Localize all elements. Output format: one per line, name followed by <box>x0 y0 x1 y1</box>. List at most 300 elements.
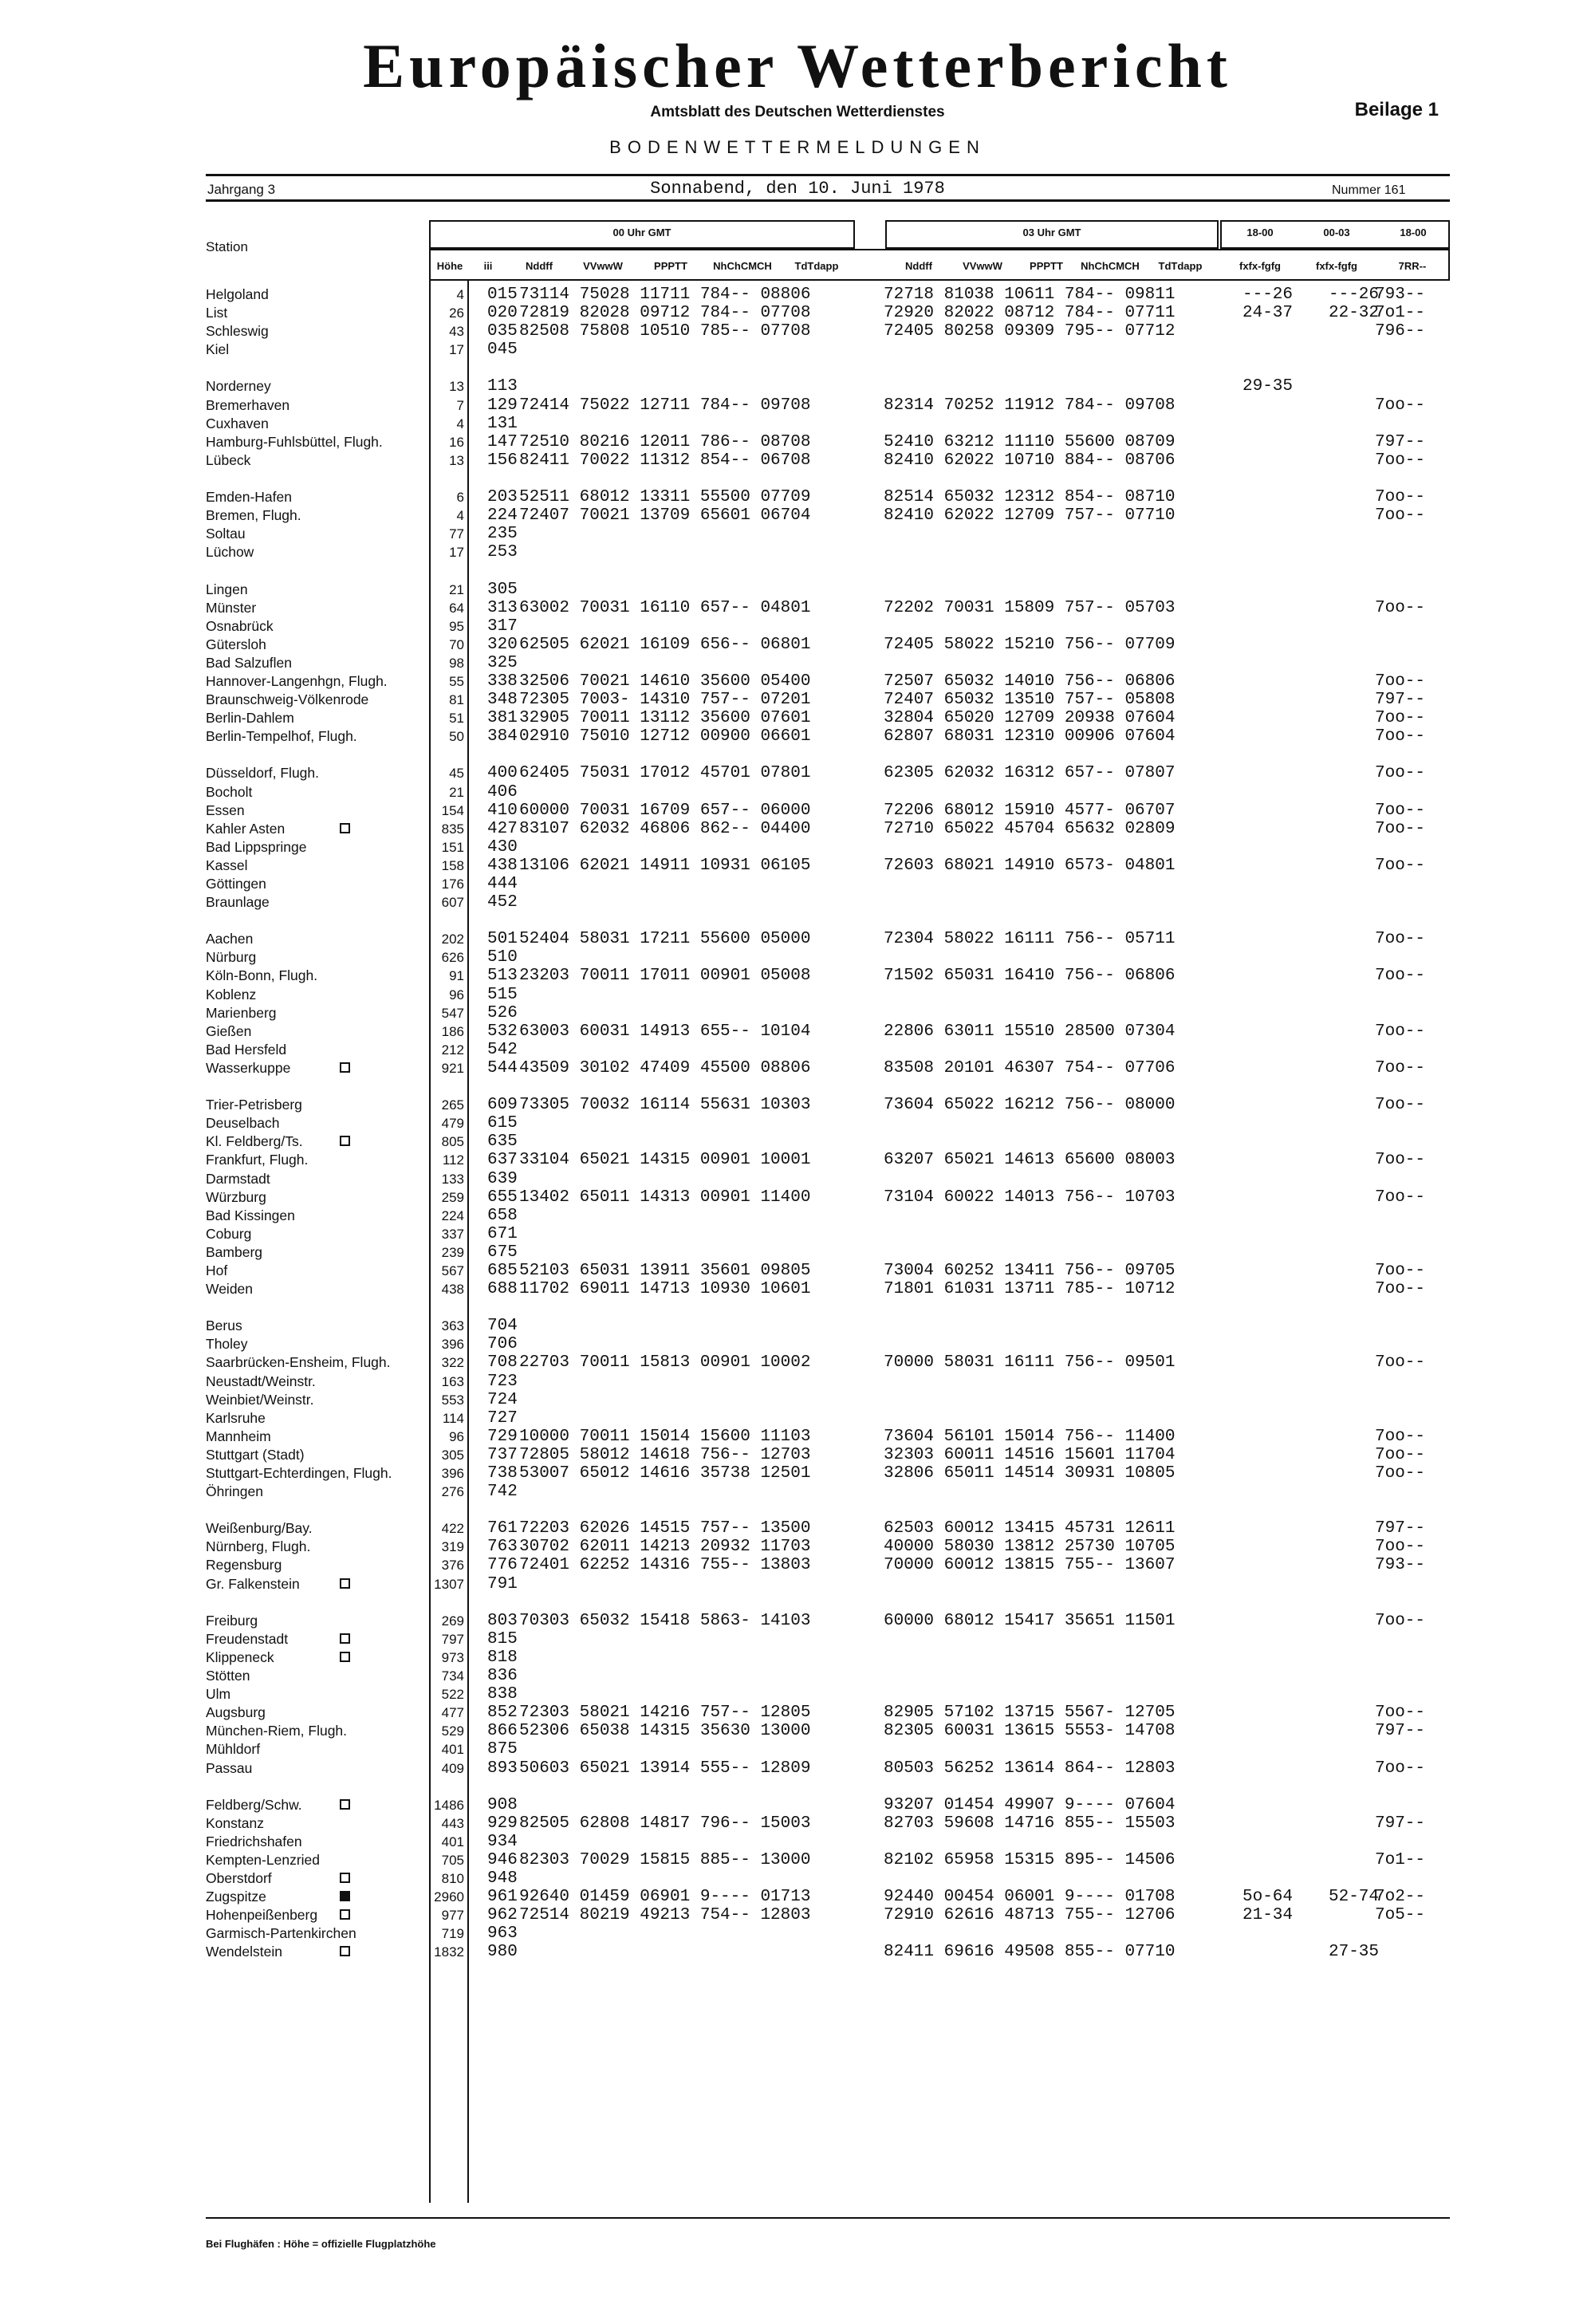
station-name: Soltau <box>206 526 246 542</box>
table-row <box>206 1648 1450 1667</box>
obs-00-utc: 63003 60031 14913 655-- 10104 <box>519 1022 811 1041</box>
station-id: 639 <box>487 1169 518 1188</box>
station-name: Garmisch-Partenkirchen <box>206 1925 356 1942</box>
station-height: 176 <box>441 876 464 892</box>
station-height: 13 <box>449 452 464 468</box>
station-id: 510 <box>487 948 518 967</box>
col-00-pppt: PPPTT <box>654 260 687 272</box>
precip-group: 7oo-- <box>1375 396 1426 415</box>
station-name: Kiel <box>206 341 230 358</box>
precip-group: 7oo-- <box>1375 1151 1426 1170</box>
station-name: Schleswig <box>206 323 269 340</box>
station-id: 410 <box>487 801 518 820</box>
station-height: 276 <box>441 1484 464 1500</box>
gust-00-03: 27-35 <box>1329 1943 1380 1962</box>
station-id: 671 <box>487 1224 518 1243</box>
gust-18-00: 5o-64 <box>1243 1888 1294 1907</box>
obs-03-utc: 82411 69616 49508 855-- 07710 <box>884 1943 1176 1962</box>
station-height: 13 <box>449 379 464 395</box>
station-height: 305 <box>441 1447 464 1463</box>
station-id: 313 <box>487 598 518 617</box>
station-id: 501 <box>487 930 518 949</box>
precip-group: 7oo-- <box>1375 856 1426 875</box>
table-row <box>206 986 1450 1004</box>
precip-group: 797-- <box>1375 1722 1426 1741</box>
open-square-icon <box>340 1909 350 1920</box>
table-row <box>206 1869 1450 1888</box>
precip-group: 7oo-- <box>1375 801 1426 820</box>
open-square-icon <box>340 823 350 833</box>
station-name: Öhringen <box>206 1483 263 1500</box>
station-height: 259 <box>441 1189 464 1205</box>
table-row <box>206 322 1450 341</box>
col-hoehe-header: Höhe <box>436 260 463 272</box>
table-row <box>206 875 1450 893</box>
footer-rule <box>206 2217 1450 2219</box>
station-id: 325 <box>487 653 518 672</box>
station-height: 114 <box>442 1410 464 1426</box>
gust-18-00: ---26 <box>1243 286 1294 304</box>
table-row <box>206 1353 1450 1372</box>
station-height: 734 <box>441 1668 464 1684</box>
table-row <box>206 1280 1450 1298</box>
precip-group: 7oo-- <box>1375 930 1426 949</box>
station-id: 929 <box>487 1814 518 1833</box>
station-id: 381 <box>487 709 518 728</box>
table-row <box>206 764 1450 782</box>
station-name: Cuxhaven <box>206 415 269 431</box>
station-name: Lingen <box>206 581 248 597</box>
table-row <box>206 930 1450 948</box>
station-id: 963 <box>487 1924 518 1944</box>
row-spacer <box>206 1298 1450 1317</box>
table-row <box>206 802 1450 820</box>
open-square-icon <box>340 1062 350 1073</box>
obs-00-utc: 72401 62252 14316 755-- 13803 <box>519 1556 811 1575</box>
station-name: Berlin-Dahlem <box>206 710 294 727</box>
station-id: 203 <box>487 488 518 507</box>
obs-00-utc: 72407 70021 13709 65601 06704 <box>519 506 811 526</box>
station-height: 1307 <box>434 1576 464 1592</box>
table-row <box>206 948 1450 967</box>
station-height: 4 <box>456 287 464 302</box>
table-row <box>206 396 1450 415</box>
station-height: 438 <box>441 1282 464 1298</box>
table-row <box>206 1796 1450 1814</box>
obs-03-utc: 82314 70252 11912 784-- 09708 <box>884 396 1176 415</box>
station-height: 1486 <box>434 1797 464 1813</box>
precip-group: 7oo-- <box>1375 764 1426 783</box>
table-row <box>206 433 1450 451</box>
station-height: 77 <box>449 526 464 542</box>
station-name: Koblenz <box>206 986 257 1002</box>
obs-00-utc: 72510 80216 12011 786-- 08708 <box>519 432 811 451</box>
station-id: 400 <box>487 764 518 783</box>
station-height: 422 <box>441 1521 464 1537</box>
station-height: 17 <box>449 545 464 561</box>
station-height: 921 <box>441 1060 464 1076</box>
precip-group: 7o1-- <box>1375 1850 1426 1869</box>
obs-03-utc: 83508 20101 46307 754-- 07706 <box>884 1058 1176 1077</box>
station-id: 317 <box>487 616 518 636</box>
table-row <box>206 709 1450 727</box>
station-id: 235 <box>487 525 518 544</box>
precip-group: 793-- <box>1375 1556 1426 1575</box>
precip-group: 7oo-- <box>1375 1445 1426 1464</box>
station-height: 133 <box>441 1171 464 1187</box>
station-id: 776 <box>487 1556 518 1575</box>
station-id: 838 <box>487 1685 518 1704</box>
station-id: 113 <box>487 377 518 396</box>
station-name: Frankfurt, Flugh. <box>206 1152 309 1168</box>
table-row <box>206 838 1450 857</box>
station-height: 163 <box>441 1373 464 1389</box>
precip-group: 7oo-- <box>1375 672 1426 691</box>
obs-00-utc: 32905 70011 13112 35600 07601 <box>519 709 811 728</box>
page-title: Europäischer Wetterbericht <box>363 31 1232 100</box>
station-height: 55 <box>449 673 464 689</box>
station-height: 17 <box>449 342 464 358</box>
obs-03-utc: 72507 65032 14010 756-- 06806 <box>884 672 1176 691</box>
station-id: 688 <box>487 1280 518 1299</box>
station-name: Passau <box>206 1759 253 1776</box>
precip-group: 7oo-- <box>1375 709 1426 728</box>
table-row <box>206 1446 1450 1464</box>
obs-00-utc: 32506 70021 14610 35600 05400 <box>519 672 811 691</box>
gust-18-00: 29-35 <box>1243 377 1294 396</box>
table-row <box>206 341 1450 359</box>
obs-00-utc: 23203 70011 17011 00901 05008 <box>519 967 811 986</box>
table-row <box>206 1243 1450 1262</box>
station-name: Bremen, Flugh. <box>206 507 301 524</box>
station-height: 376 <box>441 1558 464 1574</box>
station-height: 401 <box>441 1834 464 1849</box>
table-row <box>206 1317 1450 1335</box>
station-id: 948 <box>487 1869 518 1889</box>
obs-03-utc: 72405 58022 15210 756-- 07709 <box>884 635 1176 654</box>
station-height: 567 <box>441 1262 464 1278</box>
table-row <box>206 1170 1450 1188</box>
station-id: 305 <box>487 580 518 599</box>
col-03-pppt: PPPTT <box>1030 260 1063 272</box>
obs-00-utc: 60000 70031 16709 657-- 06000 <box>519 801 811 820</box>
station-height: 479 <box>441 1116 464 1132</box>
obs-00-utc: 52404 58031 17211 55600 05000 <box>519 930 811 949</box>
obs-03-utc: 32804 65020 12709 20938 07604 <box>884 709 1176 728</box>
obs-03-utc: 82102 65958 15315 895-- 14506 <box>884 1850 1176 1869</box>
table-row <box>206 617 1450 636</box>
station-id: 908 <box>487 1795 518 1814</box>
station-height: 21 <box>449 784 464 800</box>
col-00-clouds: NhChCMCH <box>713 260 772 272</box>
station-name: Ulm <box>206 1686 231 1703</box>
obs-03-utc: 70000 58031 16111 756-- 09501 <box>884 1353 1176 1373</box>
table-row <box>206 599 1450 617</box>
open-square-icon <box>340 1873 350 1883</box>
station-height: 26 <box>449 305 464 321</box>
station-id: 729 <box>487 1427 518 1446</box>
col-extra-1: fxfx-fgfg <box>1239 260 1281 272</box>
station-height: 224 <box>441 1207 464 1223</box>
obs-00-utc: 82411 70022 11312 854-- 06708 <box>519 451 811 470</box>
station-height: 212 <box>441 1042 464 1058</box>
table-row <box>206 1207 1450 1225</box>
obs-03-utc: 82305 60031 13615 5553- 14708 <box>884 1722 1176 1741</box>
table-row <box>206 636 1450 654</box>
station-name: Karlsruhe <box>206 1409 266 1426</box>
extra-top-2: 00-03 <box>1323 226 1350 238</box>
col-extra-2: fxfx-fgfg <box>1316 260 1357 272</box>
station-name: Hamburg-Fuhlsbüttel, Flugh. <box>206 433 383 450</box>
station-id: 444 <box>487 875 518 893</box>
table-row <box>206 1335 1450 1353</box>
obs-03-utc: 70000 60012 13815 755-- 13607 <box>884 1556 1176 1575</box>
station-name: Bamberg <box>206 1243 263 1260</box>
gust-18-00: 21-34 <box>1243 1906 1294 1925</box>
station-name: Bad Salzuflen <box>206 654 292 671</box>
station-id: 131 <box>487 414 518 433</box>
station-id: 035 <box>487 322 518 341</box>
station-height: 322 <box>441 1355 464 1371</box>
obs-03-utc: 93207 01454 49907 9---- 07604 <box>884 1795 1176 1814</box>
station-id: 803 <box>487 1611 518 1630</box>
station-id: 791 <box>487 1574 518 1593</box>
obs-00-utc: 50603 65021 13914 555-- 12809 <box>519 1759 811 1778</box>
station-id: 723 <box>487 1372 518 1391</box>
obs-03-utc: 72718 81038 10611 784-- 09811 <box>884 286 1176 304</box>
table-row <box>206 1851 1450 1869</box>
station-height: 154 <box>441 802 464 818</box>
obs-03-utc: 72603 68021 14910 6573- 04801 <box>884 856 1176 875</box>
obs-00-utc: 30702 62011 14213 20932 11703 <box>519 1538 811 1557</box>
precip-group: 7oo-- <box>1375 1261 1426 1280</box>
obs-00-utc: 62505 62021 16109 656-- 06801 <box>519 635 811 654</box>
col-03-dew: TdTdapp <box>1158 260 1203 272</box>
station-name: Münster <box>206 599 257 616</box>
table-row <box>206 1704 1450 1722</box>
table-row <box>206 893 1450 912</box>
table-row <box>206 543 1450 561</box>
station-name: Bad Kissingen <box>206 1207 295 1223</box>
station-id: 513 <box>487 967 518 986</box>
precip-group: 7oo-- <box>1375 451 1426 470</box>
obs-03-utc: 62503 60012 13415 45731 12611 <box>884 1519 1176 1538</box>
station-id: 866 <box>487 1722 518 1741</box>
table-row <box>206 1464 1450 1483</box>
station-name: Konstanz <box>206 1814 264 1831</box>
station-name: Aachen <box>206 931 254 947</box>
group-00-label: 00 Uhr GMT <box>612 226 671 238</box>
extra-top-3: 18-00 <box>1400 226 1427 238</box>
station-id: 724 <box>487 1390 518 1409</box>
station-id: 045 <box>487 341 518 360</box>
station-name: Kahler Asten <box>206 820 286 837</box>
table-row <box>206 727 1450 746</box>
table-row <box>206 1685 1450 1704</box>
obs-03-utc: 72405 80258 09309 795-- 07712 <box>884 322 1176 341</box>
col-iii-header: iii <box>483 260 493 272</box>
table-row <box>206 1759 1450 1778</box>
table-row <box>206 1575 1450 1593</box>
station-name: Freiburg <box>206 1612 258 1629</box>
table-row <box>206 1519 1450 1538</box>
precip-group: 7oo-- <box>1375 727 1426 746</box>
station-id: 532 <box>487 1022 518 1041</box>
table-row <box>206 1004 1450 1022</box>
station-name: Helgoland <box>206 286 269 302</box>
table-row <box>206 1888 1450 1906</box>
station-id: 962 <box>487 1906 518 1925</box>
row-spacer <box>206 1593 1450 1612</box>
station-height: 973 <box>441 1649 464 1665</box>
precip-group: 7o2-- <box>1375 1888 1426 1907</box>
station-name: Kempten-Lenzried <box>206 1851 320 1868</box>
station-height: 21 <box>449 581 464 597</box>
station-id: 893 <box>487 1759 518 1778</box>
obs-03-utc: 73104 60022 14013 756-- 10703 <box>884 1188 1176 1207</box>
station-id: 015 <box>487 286 518 304</box>
table-row <box>206 1556 1450 1574</box>
precip-group: 7oo-- <box>1375 1096 1426 1115</box>
table-row <box>206 1814 1450 1833</box>
station-height: 522 <box>441 1687 464 1703</box>
col-03-nddff: Nddff <box>905 260 932 272</box>
station-height: 409 <box>441 1760 464 1776</box>
table-row <box>206 967 1450 985</box>
station-name: Mühldorf <box>206 1741 261 1758</box>
station-id: 635 <box>487 1132 518 1152</box>
precip-group: 7oo-- <box>1375 1022 1426 1041</box>
footer-note: Bei Flughäfen : Höhe = offizielle Flugplatzhöhe <box>206 2238 436 2250</box>
station-height: 443 <box>441 1815 464 1831</box>
station-id: 875 <box>487 1740 518 1759</box>
obs-03-utc: 72910 62616 48713 755-- 12706 <box>884 1906 1176 1925</box>
obs-03-utc: 72206 68012 15910 4577- 06707 <box>884 801 1176 820</box>
group-00-header <box>429 220 855 249</box>
precip-group: 7oo-- <box>1375 1464 1426 1483</box>
obs-00-utc: 11702 69011 14713 10930 10601 <box>519 1280 811 1299</box>
station-height: 96 <box>449 987 464 1002</box>
gust-00-03: 22-32 <box>1329 304 1380 323</box>
station-height: 805 <box>441 1134 464 1150</box>
obs-03-utc: 72710 65022 45704 65632 02809 <box>884 819 1176 838</box>
obs-03-utc: 73604 65022 16212 756-- 08000 <box>884 1096 1176 1115</box>
station-name: Hohenpeißenberg <box>206 1907 318 1924</box>
station-height: 319 <box>441 1539 464 1555</box>
station-height: 95 <box>449 618 464 634</box>
station-height: 797 <box>441 1631 464 1647</box>
station-id: 658 <box>487 1206 518 1225</box>
precip-group: 797-- <box>1375 691 1426 710</box>
row-spacer <box>206 1077 1450 1096</box>
station-name: Braunlage <box>206 894 270 911</box>
table-row <box>206 783 1450 802</box>
station-id: 836 <box>487 1667 518 1686</box>
station-height: 7 <box>456 397 464 413</box>
page-subtitle: Amtsblatt des Deutschen Wetterdienstes <box>650 104 945 120</box>
table-row <box>206 1059 1450 1077</box>
precip-group: 7oo-- <box>1375 1353 1426 1373</box>
volume-label: Jahrgang 3 <box>207 182 276 197</box>
table-row <box>206 1722 1450 1740</box>
obs-00-utc: 10000 70011 15014 15600 11103 <box>519 1427 811 1446</box>
gust-00-03: 52-74 <box>1329 1888 1380 1907</box>
station-height: 529 <box>441 1723 464 1739</box>
station-name: Bad Hersfeld <box>206 1041 287 1058</box>
col-00-nddff: Nddff <box>526 260 553 272</box>
station-height: 151 <box>441 839 464 855</box>
station-height: 835 <box>441 821 464 837</box>
obs-00-utc: 22703 70011 15813 00901 10002 <box>519 1353 811 1373</box>
station-name: Coburg <box>206 1225 252 1242</box>
station-height: 16 <box>449 434 464 450</box>
table-row <box>206 1612 1450 1630</box>
obs-00-utc: 43509 30102 47409 45500 08806 <box>519 1058 811 1077</box>
station-height: 626 <box>441 950 464 966</box>
station-id: 253 <box>487 543 518 562</box>
station-height: 43 <box>449 324 464 340</box>
station-name: Deuselbach <box>206 1115 280 1132</box>
obs-03-utc: 82410 62022 10710 884-- 08706 <box>884 451 1176 470</box>
station-name: Bremerhaven <box>206 396 290 413</box>
section-title: BODENWETTERMELDUNGEN <box>609 137 986 157</box>
station-name: Augsburg <box>206 1704 266 1721</box>
precip-group: 7oo-- <box>1375 598 1426 617</box>
station-id: 338 <box>487 672 518 691</box>
station-id: 761 <box>487 1519 518 1538</box>
station-id: 685 <box>487 1261 518 1280</box>
precip-group: 7o5-- <box>1375 1906 1426 1925</box>
table-row <box>206 488 1450 506</box>
obs-03-utc: 52410 63212 11110 55600 08709 <box>884 432 1176 451</box>
station-name: Klippeneck <box>206 1648 274 1665</box>
row-spacer <box>206 1778 1450 1796</box>
header-rule-bottom <box>206 199 1450 202</box>
precip-group: 7oo-- <box>1375 1538 1426 1557</box>
obs-00-utc: 73305 70032 16114 55631 10303 <box>519 1096 811 1115</box>
table-row <box>206 691 1450 709</box>
open-square-icon <box>340 1946 350 1956</box>
station-name: Göttingen <box>206 876 266 892</box>
station-id: 852 <box>487 1704 518 1723</box>
station-name: Nürburg <box>206 949 257 966</box>
station-name: Oberstdorf <box>206 1870 272 1887</box>
open-square-icon <box>340 1578 350 1589</box>
table-row <box>206 1022 1450 1041</box>
obs-03-utc: 71502 65031 16410 756-- 06806 <box>884 967 1176 986</box>
station-name: Feldberg/Schw. <box>206 1796 302 1813</box>
obs-03-utc: 32806 65011 14514 30931 10805 <box>884 1464 1176 1483</box>
obs-03-utc: 62807 68031 12310 00906 07604 <box>884 727 1176 746</box>
station-name: Regensburg <box>206 1557 282 1574</box>
row-spacer <box>206 746 1450 764</box>
col-00-vvwww: VVwwW <box>583 260 623 272</box>
station-height: 50 <box>449 729 464 745</box>
station-height: 553 <box>441 1392 464 1408</box>
station-id: 675 <box>487 1243 518 1262</box>
table-row <box>206 1262 1450 1280</box>
obs-03-utc: 82410 62022 12709 757-- 07710 <box>884 506 1176 526</box>
station-id: 224 <box>487 506 518 526</box>
obs-00-utc: 52511 68012 13311 55500 07709 <box>519 488 811 507</box>
station-height: 2960 <box>434 1889 464 1905</box>
station-id: 156 <box>487 451 518 470</box>
obs-03-utc: 72304 58022 16111 756-- 05711 <box>884 930 1176 949</box>
obs-00-utc: 02910 75010 12712 00900 06601 <box>519 727 811 746</box>
station-id: 706 <box>487 1335 518 1354</box>
table-row <box>206 1906 1450 1924</box>
station-name: Stuttgart-Echterdingen, Flugh. <box>206 1465 392 1481</box>
